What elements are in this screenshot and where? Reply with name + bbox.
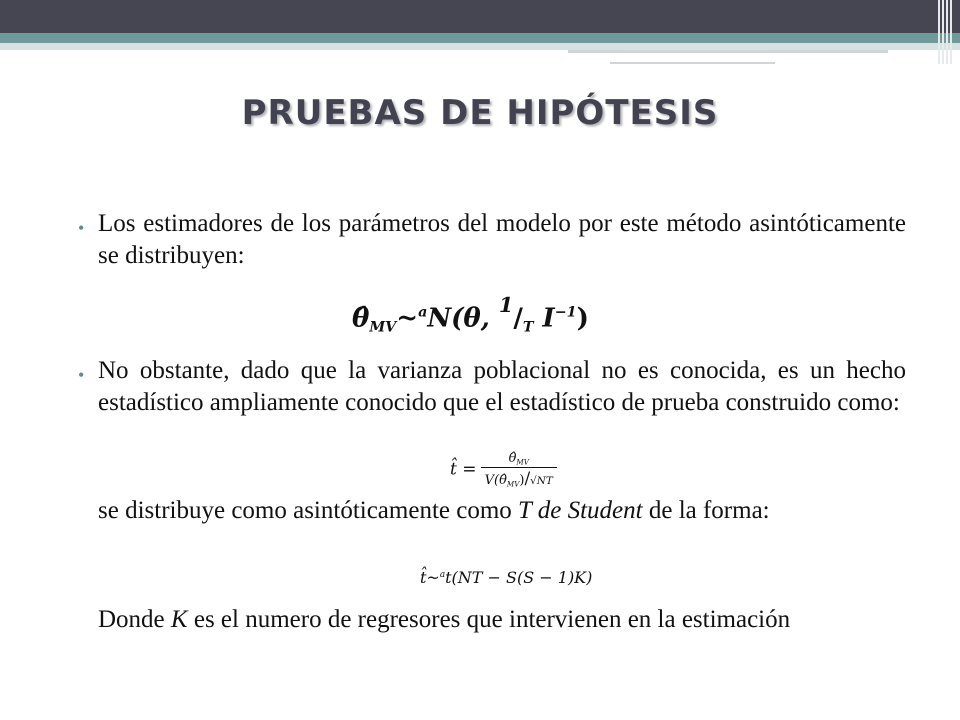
body-text-4: Donde K es el numero de regresores que intervienen en la estimación bbox=[98, 606, 791, 633]
bullet-marker: • bbox=[78, 365, 85, 385]
accent-band bbox=[0, 33, 960, 43]
body-text-3: se distribuye como asintóticamente como T de Student de la forma: bbox=[98, 497, 770, 524]
bullet-text-1: Los estimadores de los parámetros del modelo por este método asintóticamente se distribuyen: bbox=[98, 210, 906, 269]
slide-title: PRUEBAS DE HIPÓTESIS bbox=[241, 93, 719, 133]
top-bar bbox=[0, 0, 960, 33]
bullet-text-2: No obstante, dado que la varianza poblacional no es conocida, es un hecho estadístico ampliamente conocido que el estadístico de prueba construido como: bbox=[98, 357, 906, 416]
bullet-marker: • bbox=[78, 218, 85, 238]
decorative-rule bbox=[610, 62, 775, 64]
decorative-rule bbox=[568, 50, 888, 53]
equation-asymptotic-distribution: $\thetâ_{MV}\sim^aN(\theta$, $^1/_T$ $I^{-1}$) bbox=[352, 292, 589, 336]
accent-band-light bbox=[0, 43, 960, 50]
decorative-stripes bbox=[938, 0, 952, 64]
equation-t-statistic: t̂ = $\frac{\thetâ_{MV}}{V(\thetâ_{MV})/√NT}$ bbox=[450, 451, 557, 488]
equation-t-distribution: t̂~$^a$t(NT − S(S − 1)K) bbox=[420, 568, 593, 587]
